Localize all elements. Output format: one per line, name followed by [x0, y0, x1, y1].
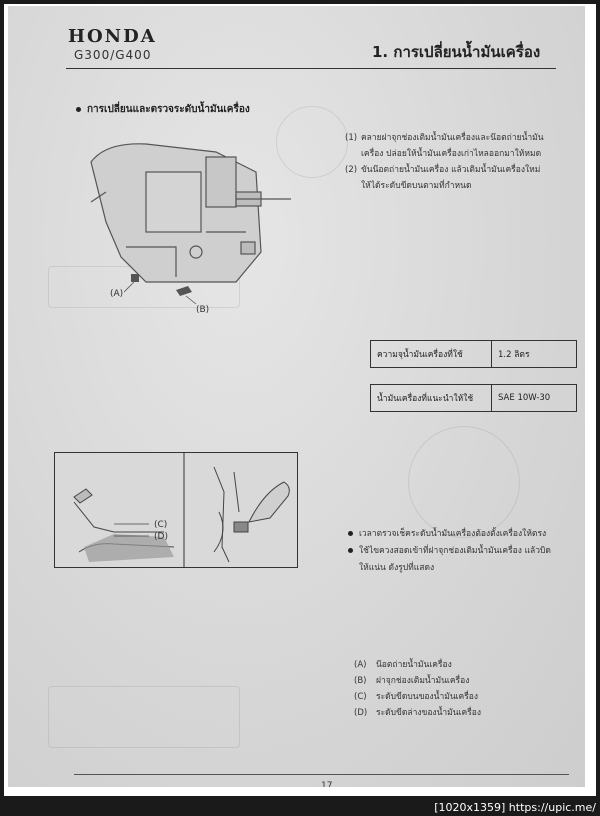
note-item	[348, 526, 551, 543]
spec-value: SAE 10W-30	[492, 385, 577, 412]
instruction-text: ขันน๊อตถ่ายน้ำมันเครื่อง แล้วเติมน้ำมันเครื่องใหม่	[361, 165, 541, 175]
brand-logo: HONDA	[68, 26, 157, 47]
legend-item	[354, 657, 481, 673]
section-subhead	[76, 102, 250, 117]
legend-item	[354, 705, 481, 721]
engine-illustration	[86, 132, 306, 322]
legend-key: (D)	[354, 708, 368, 718]
instruction-text: คลายฝาจุกช่องเติมน้ำมันเครื่องและน๊อตถ่ายน้ำมัน	[361, 133, 544, 143]
callout-d: (D)	[154, 532, 168, 542]
page-number: 17	[321, 781, 333, 787]
showthrough-shape	[408, 426, 520, 538]
legend-item	[354, 673, 481, 689]
legend-key: (A)	[354, 660, 367, 670]
instruction-text: เครื่อง ปล่อยให้น้ำมันเครื่องเก่าไหลออกมาให้หมด	[361, 149, 542, 159]
instruction-num: (1)	[345, 133, 358, 143]
page-title: 1. การเปลี่ยนน้ำมันเครื่อง	[372, 43, 541, 61]
model-label: G300/G400	[74, 48, 152, 62]
spec-value: 1.2 ลิตร	[492, 341, 577, 368]
legend-key: (B)	[354, 676, 367, 686]
manual-page	[8, 6, 585, 787]
legend	[354, 657, 481, 721]
legend-text: ฝาจุกช่องเติมน้ำมันเครื่อง	[376, 676, 470, 686]
legend-text: น๊อตถ่ายน้ำมันเครื่อง	[376, 660, 452, 670]
spec-label: ความจุน้ำมันเครื่องที่ใช้	[371, 341, 492, 368]
instruction-num: (2)	[345, 165, 358, 175]
note-text: ใช้ไขควงสอดเข้าที่ฝาจุกช่องเติมน้ำมันเครื่อง แล้วบิด	[359, 546, 551, 556]
spec-capacity-table	[370, 340, 577, 368]
legend-item	[354, 689, 481, 705]
note-item	[348, 543, 551, 560]
bullet-icon	[348, 548, 353, 553]
instruction-text: ให้ได้ระดับขีดบนตามที่กำหนด	[361, 181, 472, 191]
legend-key: (C)	[354, 692, 367, 702]
callout-a: (A)	[110, 289, 124, 299]
instruction-1	[345, 130, 575, 162]
instruction-2	[345, 162, 575, 194]
note-text: ให้แน่น ดังรูปที่แสดง	[359, 563, 435, 573]
note-item	[348, 560, 551, 577]
bullet-icon	[76, 107, 81, 112]
footer-divider	[74, 774, 569, 775]
legend-text: ระดับขีดล่างของน้ำมันเครื่อง	[376, 708, 481, 718]
spec-label: น้ำมันเครื่องที่แนะนำให้ใช้	[371, 385, 492, 412]
notes	[348, 526, 551, 577]
subhead-text: การเปลี่ยนและตรวจระดับน้ำมันเครื่อง	[87, 104, 250, 115]
bullet-icon	[348, 531, 353, 536]
callout-b: (B)	[196, 305, 210, 315]
image-watermark: [1020x1359] https://upic.me/	[434, 801, 596, 814]
note-text: เวลาตรวจเช็คระดับน้ำมันเครื่องต้องตั้งเครื่องให้ตรง	[359, 529, 547, 539]
spec-oil-table	[370, 384, 577, 412]
legend-text: ระดับขีดบนของน้ำมันเครื่อง	[376, 692, 479, 702]
showthrough-shape	[48, 686, 240, 748]
callout-c: (C)	[154, 520, 168, 530]
instructions	[345, 130, 575, 194]
oil-level-figure	[54, 452, 298, 568]
title-divider	[66, 68, 556, 69]
